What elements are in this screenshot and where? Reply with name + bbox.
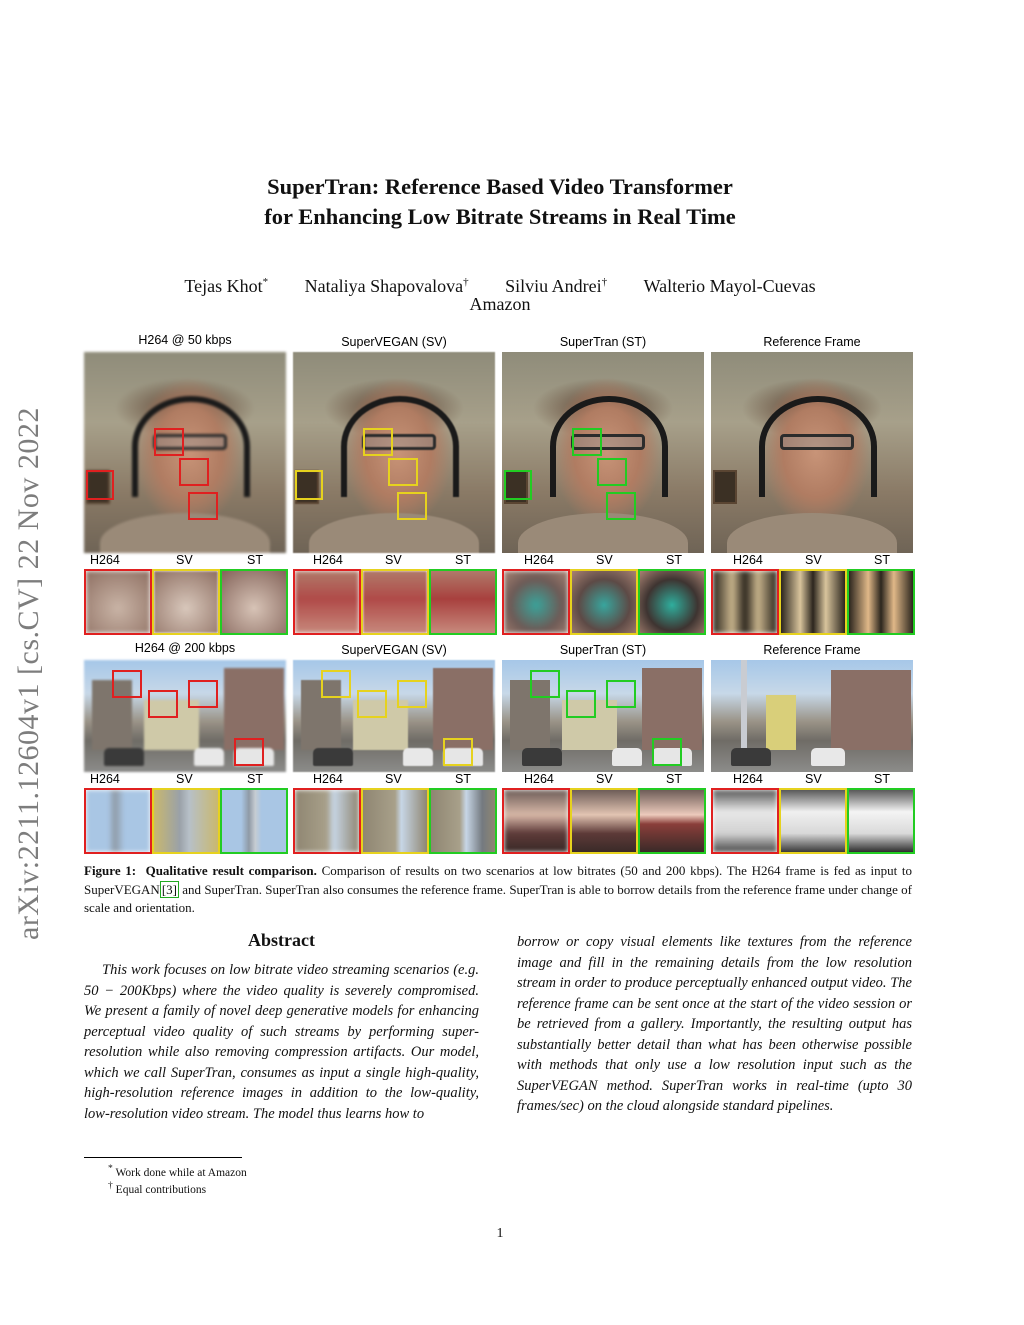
region-box-st (597, 458, 627, 486)
title-line-1: SuperTran: Reference Based Video Transformer (267, 174, 733, 199)
crop-label: SV (385, 772, 402, 786)
region-box-sv (363, 428, 393, 456)
abstract-left-column (84, 960, 479, 1124)
face-photo-h264 (84, 352, 286, 553)
title-line-2: for Enhancing Low Bitrate Streams in Real Time (264, 204, 736, 229)
crop-st (429, 569, 497, 635)
caption-text: Comparison of results on two scenarios at low bitrates (50 and 200 kbps). The H264 frame is fed as input to SuperVEGAN (84, 863, 913, 897)
crop-label: H264 (313, 772, 343, 786)
crop-label: ST (666, 553, 682, 567)
footnote: † Equal contributions (108, 1180, 207, 1196)
crop-sv (152, 788, 220, 854)
crop-label: H264 (524, 553, 554, 567)
crop-label: ST (874, 553, 890, 567)
crop-label: SV (176, 553, 193, 567)
crop-label: ST (247, 772, 263, 786)
crop-label: SV (805, 772, 822, 786)
crop-sv (361, 788, 429, 854)
panel-label: SuperTran (ST) (559, 643, 647, 657)
crop-sv (361, 569, 429, 635)
face-photo-sv (293, 352, 495, 553)
crop-sv (570, 569, 638, 635)
crop-label: ST (666, 772, 682, 786)
crop-h264 (502, 788, 570, 854)
crop-label: SV (596, 772, 613, 786)
street-photo-reference (711, 660, 913, 772)
crop-h264 (711, 788, 779, 854)
citation-link[interactable]: [3] (161, 881, 177, 897)
crop-st (220, 569, 288, 635)
affiliation: Amazon (469, 294, 531, 314)
crop-label: ST (874, 772, 890, 786)
region-box-st (652, 738, 682, 766)
region-box-sv (357, 690, 387, 718)
panel-label: Reference Frame (763, 643, 861, 657)
panel-label: SuperVEGAN (SV) (341, 335, 447, 349)
region-box-st (530, 670, 560, 698)
crop-h264 (84, 788, 152, 854)
region-box-sv (443, 738, 473, 766)
crop-st (220, 788, 288, 854)
region-box-h264 (188, 680, 218, 708)
crop-label: H264 (524, 772, 554, 786)
crop-sv (152, 569, 220, 635)
panel-label: SuperTran (ST) (559, 335, 647, 349)
region-box-st (504, 470, 532, 500)
region-box-st (572, 428, 602, 456)
crop-label: SV (596, 553, 613, 567)
crop-label: SV (805, 553, 822, 567)
arxiv-identifier: arXiv:2211.12604v1 [cs.CV] 22 Nov 2022 (12, 407, 45, 940)
face-photo-reference (711, 352, 913, 553)
caption-label: Figure 1: (84, 863, 137, 878)
panel-label: SuperVEGAN (SV) (341, 643, 447, 657)
region-box-h264 (188, 492, 218, 520)
panel-label: Reference Frame (763, 335, 861, 349)
crop-h264 (711, 569, 779, 635)
crop-st (638, 788, 706, 854)
crop-sv (570, 788, 638, 854)
paper-title (0, 172, 1000, 232)
crop-h264 (293, 569, 361, 635)
region-box-h264 (112, 670, 142, 698)
crop-sv (779, 788, 847, 854)
crop-label: H264 (733, 772, 763, 786)
crop-label: ST (455, 553, 471, 567)
region-box-h264 (234, 738, 264, 766)
page-number: 1 (496, 1226, 504, 1241)
crop-st (638, 569, 706, 635)
abstract-right-column (517, 932, 912, 1117)
crop-label: SV (385, 553, 402, 567)
crop-label: H264 (90, 553, 120, 567)
crop-st (847, 569, 915, 635)
caption-text: and SuperTran. SuperTran also consumes the reference frame. SuperTran is able to borrow details from the reference frame under change of scale and orientation. (84, 881, 912, 915)
author: Silviu Andrei† (505, 276, 608, 296)
crop-label: ST (247, 553, 263, 567)
region-box-sv (397, 680, 427, 708)
region-box-h264 (86, 470, 114, 500)
region-box-sv (295, 470, 323, 500)
panel-label: H264 @ 200 kbps (134, 641, 236, 655)
caption-title: Qualitative result comparison. (145, 863, 317, 878)
crop-st (847, 788, 915, 854)
region-box-sv (321, 670, 351, 698)
region-box-h264 (179, 458, 209, 486)
author: Nataliya Shapovalova† (304, 276, 469, 296)
region-box-st (606, 492, 636, 520)
region-box-sv (388, 458, 418, 486)
crop-label: ST (455, 772, 471, 786)
footnote-rule (84, 1157, 242, 1158)
region-box-h264 (154, 428, 184, 456)
crop-label: H264 (733, 553, 763, 567)
crop-label: H264 (90, 772, 120, 786)
crop-sv (779, 569, 847, 635)
region-box-st (566, 690, 596, 718)
panel-label: H264 @ 50 kbps (138, 333, 232, 347)
region-box-h264 (148, 690, 178, 718)
crop-h264 (84, 569, 152, 635)
region-box-st (606, 680, 636, 708)
region-box-sv (397, 492, 427, 520)
figure-caption (84, 862, 912, 918)
crop-h264 (293, 788, 361, 854)
abstract-paragraph: This work focuses on low bitrate video streaming scenarios (e.g. 50 − 200Kbps) where the video quality is severely compromised. We present a family of novel deep generative models for enhancing perceptual video quality of such streams by performing super-resolution while also removing compression artifacts. Our model, which we call SuperTran, consumes as input a single high-quality, high-resolution reference images in addition to the low-quality, low-resolution video stream. The model thus learns how to (84, 962, 479, 1122)
crop-h264 (502, 569, 570, 635)
author: Tejas Khot* (184, 276, 269, 296)
author: Walterio Mayol-Cuevas (643, 276, 816, 296)
crop-st (429, 788, 497, 854)
face-photo-st (502, 352, 704, 553)
abstract-heading: Abstract (248, 930, 315, 950)
crop-label: H264 (313, 553, 343, 567)
footnote: * Work done while at Amazon (108, 1163, 247, 1179)
crop-label: SV (176, 772, 193, 786)
abstract-paragraph: borrow or copy visual elements like textures from the reference image and fill in the remaining details from the low resolution stream in order to produce perceptually enhanced output video. The reference frame can be sent once at the start of the video session or be retrieved from a gallery. Importantly, the resulting output has substantially better detail than what has been otherwise possible with methods that only use a low resolution input such as the SuperVEGAN method. SuperTran works in real-time (upto 30 frames/sec) on the cloud alongside standard pipelines. (517, 934, 912, 1114)
